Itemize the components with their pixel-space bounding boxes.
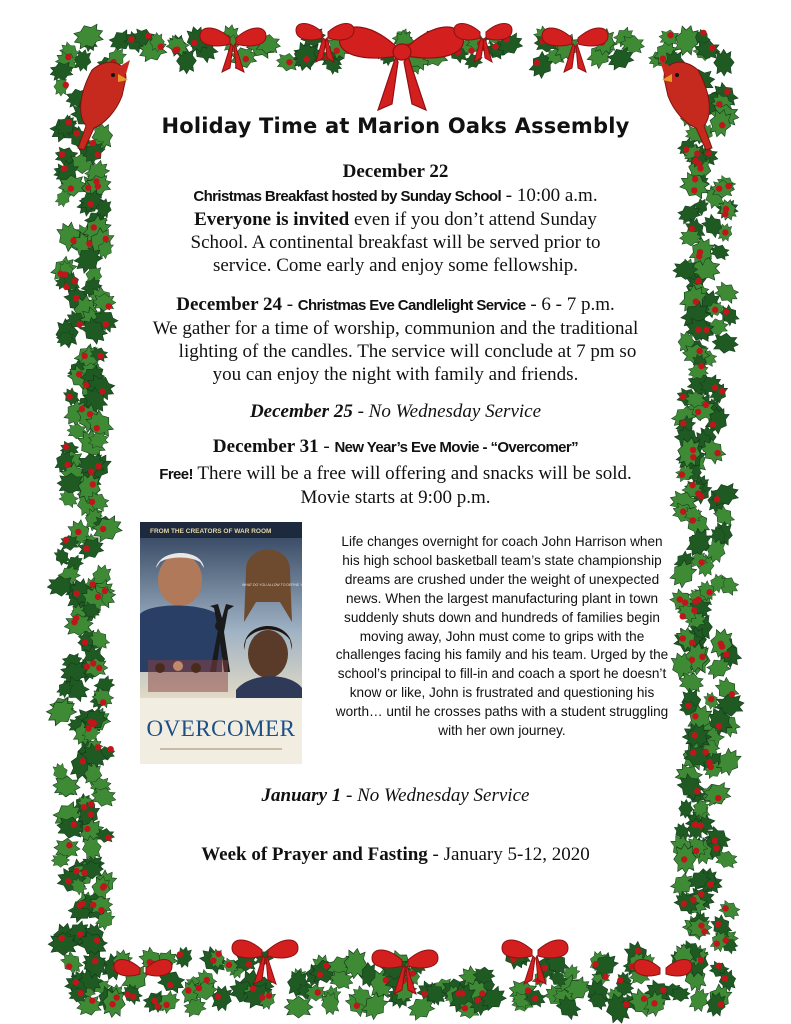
holly-berry-icon bbox=[74, 590, 80, 596]
holly-berry-icon bbox=[719, 388, 725, 394]
holly-berry-icon bbox=[185, 987, 191, 993]
holly-berry-icon bbox=[724, 88, 730, 94]
holly-berry-icon bbox=[65, 878, 71, 884]
event-dec24: December 24 - Christmas Eve Candlelight Service - 6 - 7 p.m. We gather for a time of worship, communion and the traditional lighting of the candles. The service will conclude at 7 pm so you can enjoy the night with family and friends. bbox=[0, 293, 791, 386]
holly-berry-icon bbox=[660, 987, 666, 993]
holly-berry-icon bbox=[94, 425, 100, 431]
holly-berry-icon bbox=[651, 1000, 657, 1006]
emphasis-text: Everyone is invited bbox=[194, 209, 350, 230]
event-date: December 31 bbox=[212, 436, 319, 457]
holly-berry-icon bbox=[163, 1002, 169, 1008]
holly-leaf-icon bbox=[284, 996, 313, 1018]
holly-berry-icon bbox=[698, 559, 704, 565]
holly-berry-icon bbox=[617, 977, 623, 983]
holly-berry-icon bbox=[105, 834, 111, 840]
holly-berry-icon bbox=[84, 826, 90, 832]
holly-berry-icon bbox=[77, 902, 83, 908]
holly-berry-icon bbox=[92, 958, 98, 964]
holly-berry-icon bbox=[167, 982, 173, 988]
holly-berry-icon bbox=[701, 928, 707, 934]
holly-berry-icon bbox=[89, 581, 95, 587]
holly-berry-icon bbox=[124, 992, 130, 998]
holly-berry-icon bbox=[304, 56, 310, 62]
holly-berry-icon bbox=[315, 989, 321, 995]
event-time: - 6 - 7 p.m. bbox=[525, 294, 615, 315]
holly-berry-icon bbox=[641, 996, 647, 1002]
event-name: Week of Prayer and Fasting bbox=[201, 844, 428, 865]
holly-berry-icon bbox=[215, 994, 221, 1000]
holly-berry-icon bbox=[89, 997, 95, 1003]
holly-berry-icon bbox=[88, 719, 94, 725]
holly-berry-icon bbox=[66, 963, 72, 969]
holly-berry-icon bbox=[698, 957, 704, 963]
holly-berry-icon bbox=[722, 905, 728, 911]
holly-berry-icon bbox=[690, 517, 696, 523]
event-description: School. A continental breakfast will be served prior to bbox=[190, 232, 601, 253]
holly-berry-icon bbox=[58, 935, 64, 941]
poster-quote: WHAT DO YOU ALLOW TO DEFINE YOU? bbox=[242, 583, 310, 587]
holly-berry-icon bbox=[532, 996, 538, 1002]
holly-berry-icon bbox=[65, 54, 71, 60]
holly-berry-icon bbox=[78, 990, 84, 996]
event-description: Movie starts at 9:00 p.m. bbox=[300, 487, 491, 508]
holly-berry-icon bbox=[722, 975, 728, 981]
holly-berry-icon bbox=[542, 965, 548, 971]
event-description: We gather for a time of worship, communion and the traditional bbox=[152, 318, 639, 339]
holly-berry-icon bbox=[706, 589, 712, 595]
holly-berry-icon bbox=[85, 725, 91, 731]
holly-berry-icon bbox=[716, 101, 722, 107]
holly-berry-icon bbox=[623, 1001, 629, 1007]
poster-title: OVERCOMER bbox=[146, 716, 296, 741]
holly-berry-icon bbox=[716, 723, 722, 729]
event-name: Christmas Breakfast hosted by Sunday School bbox=[193, 188, 502, 205]
holly-leaf-icon bbox=[59, 534, 80, 551]
holly-berry-icon bbox=[716, 963, 722, 969]
holly-berry-icon bbox=[714, 940, 720, 946]
holly-berry-icon bbox=[177, 951, 183, 957]
holly-berry-icon bbox=[77, 931, 83, 937]
holly-berry-icon bbox=[226, 962, 232, 968]
holly-berry-icon bbox=[88, 811, 94, 817]
holly-berry-icon bbox=[151, 998, 157, 1004]
holly-berry-icon bbox=[690, 896, 696, 902]
event-dec22: December 22 Christmas Breakfast hosted by Sunday School - 10:00 a.m. Everyone is invited even if you don’t attend Sunday School. A continental breakfast will be served prior to service. Come early and enjoy some fellowship. bbox=[0, 160, 791, 277]
event-name: Christmas Eve Candlelight Service bbox=[297, 297, 526, 314]
holly-berry-icon bbox=[100, 699, 106, 705]
holly-berry-icon bbox=[698, 891, 704, 897]
holly-berry-icon bbox=[690, 750, 696, 756]
holly-berry-icon bbox=[95, 152, 101, 158]
event-dec31: December 31 - New Year’s Eve Movie - “Overcomer” Free! There will be a free will offering and snacks will be sold. Movie starts at 9:00 p.m. bbox=[0, 435, 791, 509]
holly-berry-icon bbox=[479, 990, 485, 996]
holly-berry-icon bbox=[71, 821, 77, 827]
holly-berry-icon bbox=[683, 146, 689, 152]
holly-berry-icon bbox=[723, 651, 729, 657]
holly-berry-icon bbox=[667, 32, 673, 38]
holly-berry-icon bbox=[63, 537, 69, 543]
holly-berry-icon bbox=[729, 691, 735, 697]
holly-berry-icon bbox=[534, 60, 540, 66]
holly-berry-icon bbox=[113, 994, 119, 1000]
holly-berry-icon bbox=[383, 977, 389, 983]
holly-berry-icon bbox=[98, 907, 104, 913]
holly-berry-icon bbox=[90, 140, 96, 146]
holly-berry-icon bbox=[100, 884, 106, 890]
holly-berry-icon bbox=[681, 900, 687, 906]
holly-berry-icon bbox=[705, 150, 711, 156]
holly-berry-icon bbox=[215, 951, 221, 957]
holly-leaf-icon bbox=[174, 945, 194, 969]
holly-berry-icon bbox=[94, 937, 100, 943]
holly-berry-icon bbox=[109, 1001, 115, 1007]
holly-berry-icon bbox=[158, 44, 164, 50]
holly-berry-icon bbox=[82, 639, 88, 645]
event-date: January 1 bbox=[261, 785, 342, 806]
event-prayer-week: Week of Prayer and Fasting - January 5-12, 2020 bbox=[201, 844, 590, 865]
holly-berry-icon bbox=[73, 868, 79, 874]
event-date: December 25 bbox=[249, 401, 353, 422]
holly-berry-icon bbox=[456, 990, 462, 996]
holly-berry-icon bbox=[191, 40, 197, 46]
holly-berry-icon bbox=[700, 30, 706, 36]
holly-berry-icon bbox=[715, 921, 721, 927]
event-dec25: December 25 - No Wednesday Service bbox=[249, 401, 542, 422]
event-time: - 10:00 a.m. bbox=[501, 185, 598, 206]
holly-berry-icon bbox=[592, 961, 598, 967]
event-date: December 22 bbox=[342, 161, 449, 182]
holly-berry-icon bbox=[102, 588, 108, 594]
holly-berry-icon bbox=[95, 744, 101, 750]
holly-berry-icon bbox=[475, 997, 481, 1003]
holly-leaf-icon bbox=[713, 49, 734, 76]
holly-berry-icon bbox=[422, 990, 428, 996]
holly-berry-icon bbox=[468, 48, 474, 54]
holly-berry-icon bbox=[145, 33, 151, 39]
holly-berry-icon bbox=[709, 45, 715, 51]
page-title: Holiday Time at Marion Oaks Assembly bbox=[161, 114, 630, 138]
holly-berry-icon bbox=[95, 594, 101, 600]
holly-berry-icon bbox=[698, 822, 704, 828]
holly-berry-icon bbox=[128, 36, 134, 42]
holly-berry-icon bbox=[323, 963, 329, 969]
holly-berry-icon bbox=[210, 958, 216, 964]
holly-berry-icon bbox=[698, 922, 704, 928]
holly-berry-icon bbox=[680, 508, 686, 514]
holly-berry-icon bbox=[174, 46, 180, 52]
holly-berry-icon bbox=[63, 82, 69, 88]
holly-berry-icon bbox=[196, 985, 202, 991]
holly-berry-icon bbox=[492, 43, 498, 49]
holly-berry-icon bbox=[99, 388, 105, 394]
event-description: you can enjoy the night with family and friends. bbox=[212, 364, 579, 385]
holly-berry-icon bbox=[59, 151, 65, 157]
holly-berry-icon bbox=[708, 764, 714, 770]
holly-berry-icon bbox=[702, 749, 708, 755]
holly-berry-icon bbox=[354, 1002, 360, 1008]
holly-berry-icon bbox=[84, 663, 90, 669]
holly-berry-icon bbox=[73, 979, 79, 985]
holly-berry-icon bbox=[90, 902, 96, 908]
holly-berry-icon bbox=[718, 1001, 724, 1007]
holly-berry-icon bbox=[246, 961, 252, 967]
free-label: Free! bbox=[159, 466, 193, 483]
holly-berry-icon bbox=[286, 59, 292, 65]
holly-berry-icon bbox=[83, 546, 89, 552]
holly-berry-icon bbox=[317, 972, 323, 978]
holly-berry-icon bbox=[525, 987, 531, 993]
event-name: New Year’s Eve Movie - “Overcomer” bbox=[334, 439, 579, 456]
holly-berry-icon bbox=[80, 758, 86, 764]
event-description: lighting of the candles. The service will conclude at 7 pm so bbox=[178, 341, 637, 362]
holly-berry-icon bbox=[708, 696, 714, 702]
holly-berry-icon bbox=[71, 619, 77, 625]
holly-berry-icon bbox=[71, 278, 77, 284]
holly-berry-icon bbox=[692, 822, 698, 828]
holly-berry-icon bbox=[63, 284, 69, 290]
holly-berry-icon bbox=[90, 660, 96, 666]
holly-berry-icon bbox=[462, 1005, 468, 1011]
movie-synopsis: Life changes overnight for coach John Harrison when his high school basketball team’s state championship dreams are crushed under the weight of unexpected news. When the largest manufacturing plant in town suddenly shuts down and hundreds of families begin moving away, John must come to grips with the challenges facing his family and his team. Urged by the school’s principal to fill-in and coach a sport he doesn’t know or like, John is frustrated and questioning his worth… until he crosses paths with a student struggling with her own journey. bbox=[335, 534, 669, 739]
holly-berry-icon bbox=[266, 993, 272, 999]
holly-berry-icon bbox=[204, 977, 210, 983]
holly-berry-icon bbox=[602, 974, 608, 980]
poster-tagline: FROM THE CREATORS OF WAR ROOM bbox=[150, 528, 272, 535]
holly-berry-icon bbox=[707, 881, 713, 887]
holly-berry-icon bbox=[243, 56, 249, 62]
movie-poster bbox=[140, 522, 310, 764]
holly-berry-icon bbox=[723, 937, 729, 943]
holly-berry-icon bbox=[81, 870, 87, 876]
holly-berry-icon bbox=[334, 48, 340, 54]
holly-berry-icon bbox=[635, 948, 641, 954]
holly-berry-icon bbox=[719, 643, 725, 649]
event-date: December 24 bbox=[176, 294, 282, 315]
holly-berry-icon bbox=[75, 529, 81, 535]
holly-berry-icon bbox=[107, 746, 113, 752]
holly-berry-icon bbox=[696, 278, 702, 284]
event-jan1: January 1 - No Wednesday Service bbox=[261, 785, 530, 806]
holly-berry-icon bbox=[100, 526, 106, 532]
event-description: service. Come early and enjoy some fellowship. bbox=[212, 255, 579, 276]
holly-berry-icon bbox=[96, 665, 102, 671]
holly-berry-icon bbox=[694, 150, 700, 156]
holly-berry-icon bbox=[130, 994, 136, 1000]
holly-berry-icon bbox=[250, 985, 256, 991]
holly-berry-icon bbox=[699, 654, 705, 660]
holly-berry-icon bbox=[259, 994, 265, 1000]
